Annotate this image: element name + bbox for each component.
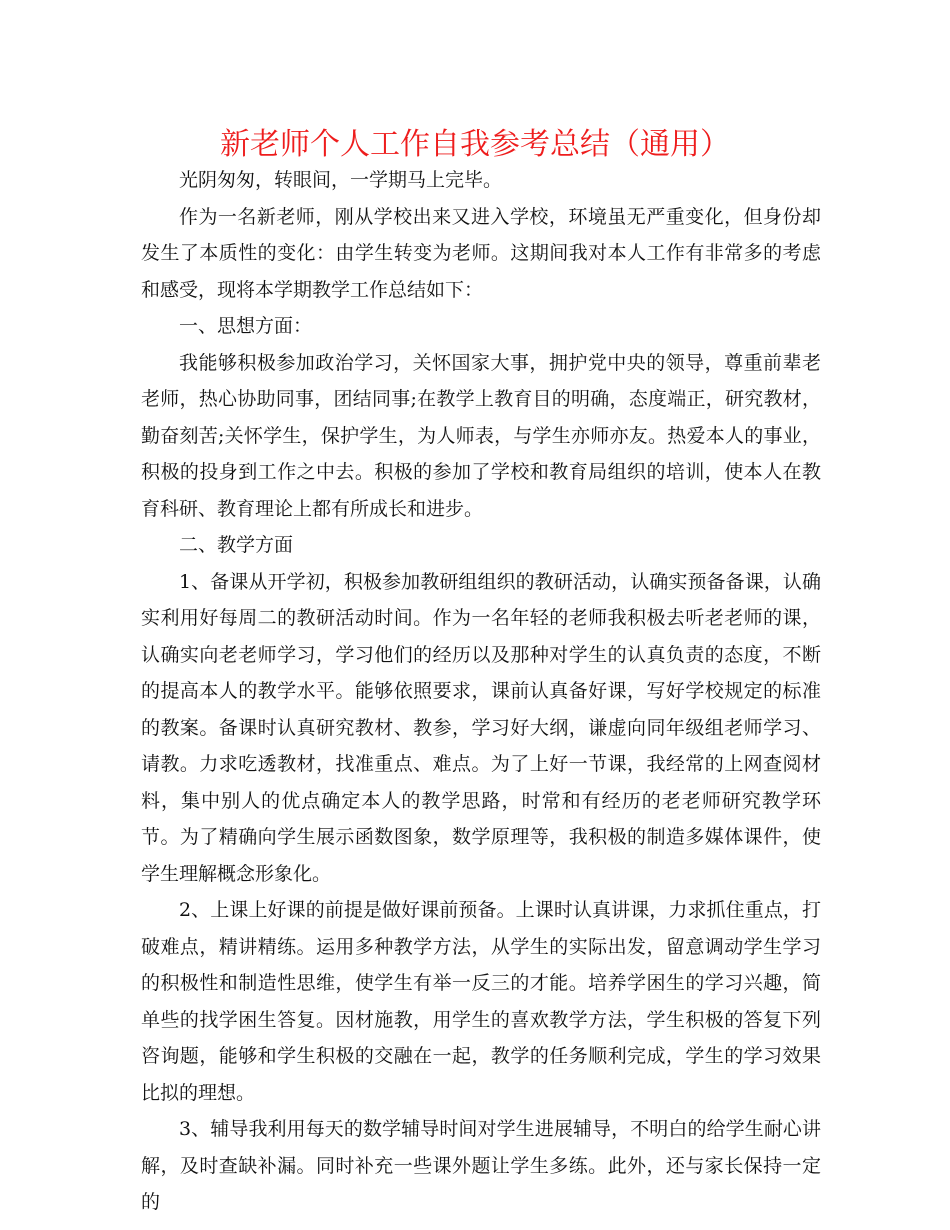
paragraph-thought: 我能够积极参加政治学习，关怀国家大事，拥护党中央的领导，尊重前辈老老师，热心协助同事，团结同事;在教学上教育目的明确，态度端正，研究教材，勤奋刻苦;关怀学生，保护学生，为人师表，与学生亦师亦友。热爱本人的事业，积极的投身到工作之中去。积极的参加了学校和教育局组织的培训，使本人在教育科研、教育理论上都有所成长和进步。	[141, 351, 821, 520]
document-title: 新老师个人工作自我参考总结（通用）	[220, 127, 730, 162]
section-heading-teaching: 二、教学方面	[179, 534, 294, 556]
paragraph-intro: 光阴匆匆，转眼间，一学期马上完毕。	[179, 169, 503, 191]
document-body	[141, 162, 821, 1221]
section-heading-thought: 一、思想方面：	[179, 315, 313, 337]
paragraph-overview: 作为一名新老师，刚从学校出来又进入学校，环境虽无严重变化，但身份却发生了本质性的变化：由学生转变为老师。这期间我对本人工作有非常多的考虑和感受，现将本学期教学工作总结如下：	[141, 205, 821, 301]
paragraph-lesson-prep: 1、备课从开学初，积极参加教研组组织的教研活动，认确实预备备课，认确实利用好每周二的教研活动时间。作为一名年轻的老师我积极去听老老师的课，认确实向老老师学习，学习他们的经历以及那种对学生的认真负责的态度，不断的提高本人的教学水平。能够依照要求，课前认真备好课，写好学校规定的标准的教案。备课时认真研究教材、教参，学习好大纲，谦虚向同年级组老师学习、请教。力求吃透教材，找准重点、难点。为了上好一节课，我经常的上网查阅材料，集中别人的优点确定本人的教学思路，时常和有经历的老老师研究教学环节。为了精确向学生展示函数图象，数学原理等，我积极的制造多媒体课件，使学生理解概念形象化。	[141, 570, 821, 885]
paragraph-tutoring: 3、辅导我利用每天的数学辅导时间对学生进展辅导，不明白的给学生耐心讲解，及时查缺补漏。同时补充一些课外题让学生多练。此外，还与家长保持一定的	[141, 1118, 821, 1213]
paragraph-class: 2、上课上好课的前提是做好课前预备。上课时认真讲课，力求抓住重点，打破难点，精讲精练。运用多种教学方法，从学生的实际出发，留意调动学生学习的积极性和制造性思维，使学生有举一反三的才能。培养学困生的学习兴趣，简单些的找学困生答复。因材施教，用学生的喜欢教学方法，学生积极的答复下列咨询题，能够和学生积极的交融在一起，教学的任务顺利完成，学生的学习效果比拟的理想。	[141, 899, 821, 1104]
